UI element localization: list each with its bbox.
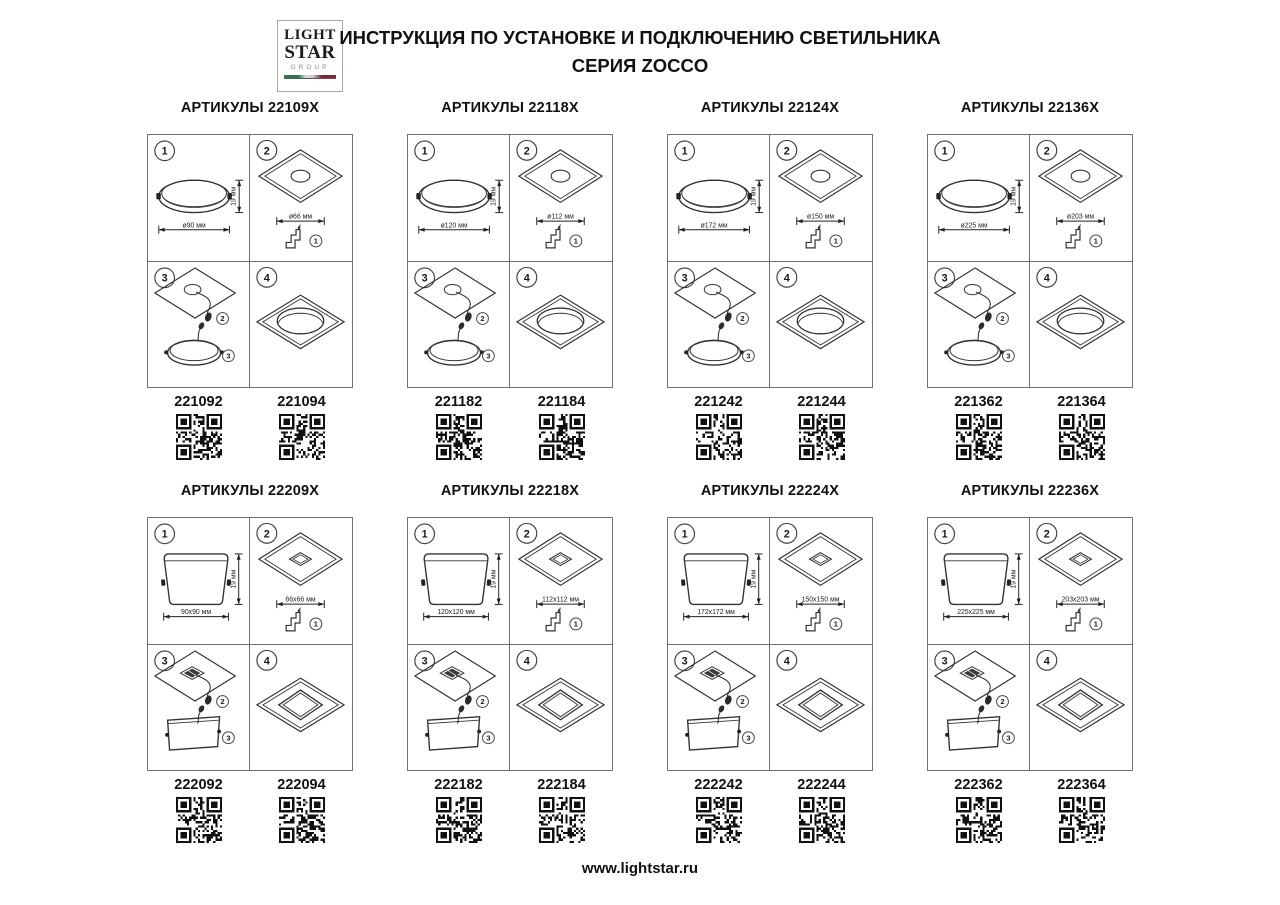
- step-2-ceiling-cutout-diagram: [250, 518, 352, 645]
- qr-code: [1059, 797, 1105, 843]
- qr-code: [539, 797, 585, 843]
- svg-text:4: 4: [1043, 272, 1050, 285]
- step-3-wiring-diagram: [408, 262, 510, 388]
- svg-text:4: 4: [783, 272, 790, 285]
- svg-text:2: 2: [740, 696, 745, 706]
- svg-text:4: 4: [523, 655, 530, 668]
- article-number: 222182: [434, 777, 483, 793]
- svg-text:2: 2: [220, 696, 225, 706]
- product-panel: [927, 100, 1133, 465]
- svg-text:3: 3: [746, 351, 751, 361]
- qr-code: [436, 414, 482, 460]
- svg-text:2: 2: [1043, 145, 1050, 158]
- article-column: [407, 777, 510, 848]
- svg-text:19 мм: 19 мм: [230, 186, 238, 206]
- product-panel: [667, 483, 873, 848]
- svg-text:3: 3: [161, 655, 168, 668]
- svg-text:2: 2: [1000, 696, 1005, 706]
- svg-text:90x90 мм: 90x90 мм: [181, 609, 212, 617]
- svg-text:3: 3: [161, 272, 168, 285]
- step-3-wiring-diagram: [148, 645, 250, 771]
- article-row: [667, 777, 873, 848]
- step-3-wiring-diagram: [668, 262, 770, 388]
- article-number: 221362: [954, 394, 1003, 410]
- svg-text:2: 2: [1043, 528, 1050, 541]
- article-column: [147, 777, 250, 848]
- svg-text:1: 1: [421, 528, 428, 541]
- svg-text:19 мм: 19 мм: [230, 569, 238, 589]
- article-column: [147, 394, 250, 465]
- step-3-wiring-diagram: [928, 262, 1030, 388]
- svg-text:2: 2: [1000, 313, 1005, 323]
- svg-text:2: 2: [523, 145, 530, 158]
- step-1-lamp-dimensions-diagram: [668, 518, 770, 645]
- step-4-installed-lamp-diagram: [510, 645, 612, 771]
- qr-code: [539, 414, 585, 460]
- product-panel: [407, 483, 613, 848]
- panel-title: АРТИКУЛЫ 22218X: [440, 483, 580, 499]
- article-column: [510, 394, 613, 465]
- svg-text:2: 2: [263, 528, 270, 541]
- svg-text:19 мм: 19 мм: [750, 186, 758, 206]
- article-column: [250, 777, 353, 848]
- instruction-grid: [927, 134, 1133, 388]
- article-column: [927, 777, 1030, 848]
- article-column: [667, 394, 770, 465]
- svg-text:1: 1: [313, 619, 318, 629]
- svg-text:1: 1: [313, 236, 318, 246]
- qr-code: [1059, 414, 1105, 460]
- svg-text:3: 3: [681, 272, 688, 285]
- step-1-lamp-dimensions-diagram: [928, 135, 1030, 262]
- svg-text:3: 3: [421, 272, 428, 285]
- step-4-installed-lamp-diagram: [510, 262, 612, 388]
- svg-text:2: 2: [783, 528, 790, 541]
- article-number: 221184: [537, 394, 586, 410]
- article-row: [407, 394, 613, 465]
- page-title: [0, 24, 1280, 80]
- step-2-ceiling-cutout-diagram: [1030, 135, 1132, 262]
- panel-title: АРТИКУЛЫ 22124X: [700, 100, 840, 116]
- svg-text:3: 3: [941, 272, 948, 285]
- svg-text:1: 1: [161, 528, 168, 541]
- instruction-grid: [147, 134, 353, 388]
- svg-text:3: 3: [1006, 351, 1011, 361]
- qr-code: [799, 797, 845, 843]
- article-row: [147, 394, 353, 465]
- article-number: 222094: [277, 777, 326, 793]
- step-2-ceiling-cutout-diagram: [770, 518, 872, 645]
- article-row: [927, 777, 1133, 848]
- article-column: [250, 394, 353, 465]
- logo-text-star: STAR: [284, 42, 336, 63]
- svg-text:1: 1: [941, 145, 948, 158]
- svg-text:1: 1: [833, 236, 838, 246]
- article-row: [147, 777, 353, 848]
- article-number: 221244: [797, 394, 846, 410]
- svg-text:3: 3: [486, 351, 491, 361]
- article-row: [407, 777, 613, 848]
- svg-text:4: 4: [1043, 655, 1050, 668]
- step-1-lamp-dimensions-diagram: [408, 518, 510, 645]
- qr-code: [956, 414, 1002, 460]
- instruction-grid: [667, 134, 873, 388]
- panel-title: АРТИКУЛЫ 22224X: [700, 483, 840, 499]
- article-column: [407, 394, 510, 465]
- step-1-lamp-dimensions-diagram: [148, 518, 250, 645]
- website-url: www.lightstar.ru: [581, 860, 699, 877]
- svg-text:ø66 мм: ø66 мм: [288, 213, 313, 221]
- svg-text:2: 2: [220, 313, 225, 323]
- article-column: [510, 777, 613, 848]
- svg-text:1: 1: [681, 528, 688, 541]
- article-number: 221092: [174, 394, 223, 410]
- article-number: 222184: [537, 777, 586, 793]
- step-3-wiring-diagram: [928, 645, 1030, 771]
- svg-text:1: 1: [573, 619, 578, 629]
- instruction-grid: [407, 517, 613, 771]
- svg-text:ø150 мм: ø150 мм: [806, 213, 835, 221]
- svg-text:3: 3: [226, 733, 231, 743]
- svg-text:1: 1: [681, 145, 688, 158]
- svg-text:ø90 мм: ø90 мм: [182, 222, 206, 230]
- step-1-lamp-dimensions-diagram: [928, 518, 1030, 645]
- svg-text:2: 2: [480, 313, 485, 323]
- svg-text:172x172 мм: 172x172 мм: [697, 609, 735, 617]
- article-number: 222244: [797, 777, 846, 793]
- step-4-installed-lamp-diagram: [250, 262, 352, 388]
- article-row: [927, 394, 1133, 465]
- svg-text:3: 3: [421, 655, 428, 668]
- article-column: [770, 777, 873, 848]
- svg-text:19 мм: 19 мм: [1010, 569, 1018, 589]
- panel-title: АРТИКУЛЫ 22136X: [960, 100, 1100, 116]
- qr-code: [696, 797, 742, 843]
- panel-title: АРТИКУЛЫ 22209X: [180, 483, 320, 499]
- article-row: [667, 394, 873, 465]
- qr-code: [799, 414, 845, 460]
- svg-text:3: 3: [226, 351, 231, 361]
- page-title-line1: ИНСТРУКЦИЯ ПО УСТАНОВКЕ И ПОДКЛЮЧЕНИЮ СВЕТИЛЬНИКА: [339, 27, 941, 48]
- instruction-grid: [927, 517, 1133, 771]
- logo-text-light: LIGHT: [284, 27, 336, 43]
- svg-text:ø225 мм: ø225 мм: [960, 222, 988, 230]
- step-2-ceiling-cutout-diagram: [510, 135, 612, 262]
- qr-code: [176, 797, 222, 843]
- step-1-lamp-dimensions-diagram: [148, 135, 250, 262]
- svg-text:ø172 мм: ø172 мм: [700, 222, 728, 230]
- svg-text:19 мм: 19 мм: [490, 186, 498, 206]
- article-number: 221242: [694, 394, 743, 410]
- svg-text:4: 4: [783, 655, 790, 668]
- svg-text:203x203 мм: 203x203 мм: [1061, 596, 1100, 604]
- step-4-installed-lamp-diagram: [770, 645, 872, 771]
- product-panel: [147, 483, 353, 848]
- article-column: [1030, 394, 1133, 465]
- article-number: 221094: [277, 394, 326, 410]
- logo-text-group: GROUP: [290, 64, 330, 71]
- qr-code: [279, 797, 325, 843]
- svg-text:1: 1: [573, 236, 578, 246]
- panel-title: АРТИКУЛЫ 22109X: [180, 100, 320, 116]
- product-panel: [667, 100, 873, 465]
- step-4-installed-lamp-diagram: [250, 645, 352, 771]
- step-2-ceiling-cutout-diagram: [770, 135, 872, 262]
- panel-title: АРТИКУЛЫ 22236X: [960, 483, 1100, 499]
- article-number: 222362: [954, 777, 1003, 793]
- article-column: [1030, 777, 1133, 848]
- svg-text:2: 2: [740, 313, 745, 323]
- qr-code: [696, 414, 742, 460]
- svg-text:1: 1: [161, 145, 168, 158]
- instruction-grid: [147, 517, 353, 771]
- article-number: 221182: [434, 394, 483, 410]
- step-2-ceiling-cutout-diagram: [250, 135, 352, 262]
- svg-text:3: 3: [941, 655, 948, 668]
- svg-text:ø120 мм: ø120 мм: [440, 222, 468, 230]
- svg-text:1: 1: [1093, 619, 1098, 629]
- step-4-installed-lamp-diagram: [770, 262, 872, 388]
- svg-text:66x66 мм: 66x66 мм: [285, 596, 316, 604]
- svg-text:ø112 мм: ø112 мм: [547, 213, 574, 221]
- svg-text:1: 1: [1093, 236, 1098, 246]
- panel-title: АРТИКУЛЫ 22118X: [441, 100, 579, 116]
- svg-text:19 мм: 19 мм: [750, 569, 758, 589]
- svg-text:3: 3: [486, 733, 491, 743]
- step-4-installed-lamp-diagram: [1030, 645, 1132, 771]
- instruction-grid: [407, 134, 613, 388]
- article-column: [667, 777, 770, 848]
- article-number: 222364: [1057, 777, 1106, 793]
- qr-code: [956, 797, 1002, 843]
- page-title-line2: СЕРИЯ ZOCCO: [571, 55, 709, 76]
- product-panel: [147, 100, 353, 465]
- qr-code: [176, 414, 222, 460]
- article-column: [770, 394, 873, 465]
- qr-code: [436, 797, 482, 843]
- svg-text:ø203 мм: ø203 мм: [1066, 213, 1095, 221]
- product-panel: [407, 100, 613, 465]
- article-number: 221364: [1057, 394, 1106, 410]
- svg-text:225x225 мм: 225x225 мм: [957, 609, 995, 617]
- svg-text:1: 1: [833, 619, 838, 629]
- step-1-lamp-dimensions-diagram: [668, 135, 770, 262]
- step-3-wiring-diagram: [148, 262, 250, 388]
- article-column: [927, 394, 1030, 465]
- instruction-grid: [667, 517, 873, 771]
- svg-text:19 мм: 19 мм: [1010, 186, 1018, 206]
- svg-text:3: 3: [681, 655, 688, 668]
- svg-text:4: 4: [263, 272, 270, 285]
- svg-text:112x112 мм: 112x112 мм: [542, 596, 579, 604]
- svg-text:1: 1: [941, 528, 948, 541]
- svg-text:1: 1: [421, 145, 428, 158]
- svg-text:19 мм: 19 мм: [490, 569, 498, 589]
- svg-text:4: 4: [523, 272, 530, 285]
- svg-text:150x150 мм: 150x150 мм: [801, 596, 840, 604]
- step-3-wiring-diagram: [408, 645, 510, 771]
- article-number: 222092: [174, 777, 223, 793]
- svg-text:3: 3: [746, 733, 751, 743]
- svg-text:3: 3: [1006, 733, 1011, 743]
- product-panel: [927, 483, 1133, 848]
- svg-text:2: 2: [480, 696, 485, 706]
- qr-code: [279, 414, 325, 460]
- svg-text:2: 2: [523, 528, 530, 541]
- article-number: 222242: [694, 777, 743, 793]
- step-3-wiring-diagram: [668, 645, 770, 771]
- svg-text:2: 2: [263, 145, 270, 158]
- step-2-ceiling-cutout-diagram: [1030, 518, 1132, 645]
- svg-text:120x120 мм: 120x120 мм: [437, 609, 475, 617]
- step-2-ceiling-cutout-diagram: [510, 518, 612, 645]
- svg-text:4: 4: [263, 655, 270, 668]
- step-1-lamp-dimensions-diagram: [408, 135, 510, 262]
- svg-text:2: 2: [783, 145, 790, 158]
- step-4-installed-lamp-diagram: [1030, 262, 1132, 388]
